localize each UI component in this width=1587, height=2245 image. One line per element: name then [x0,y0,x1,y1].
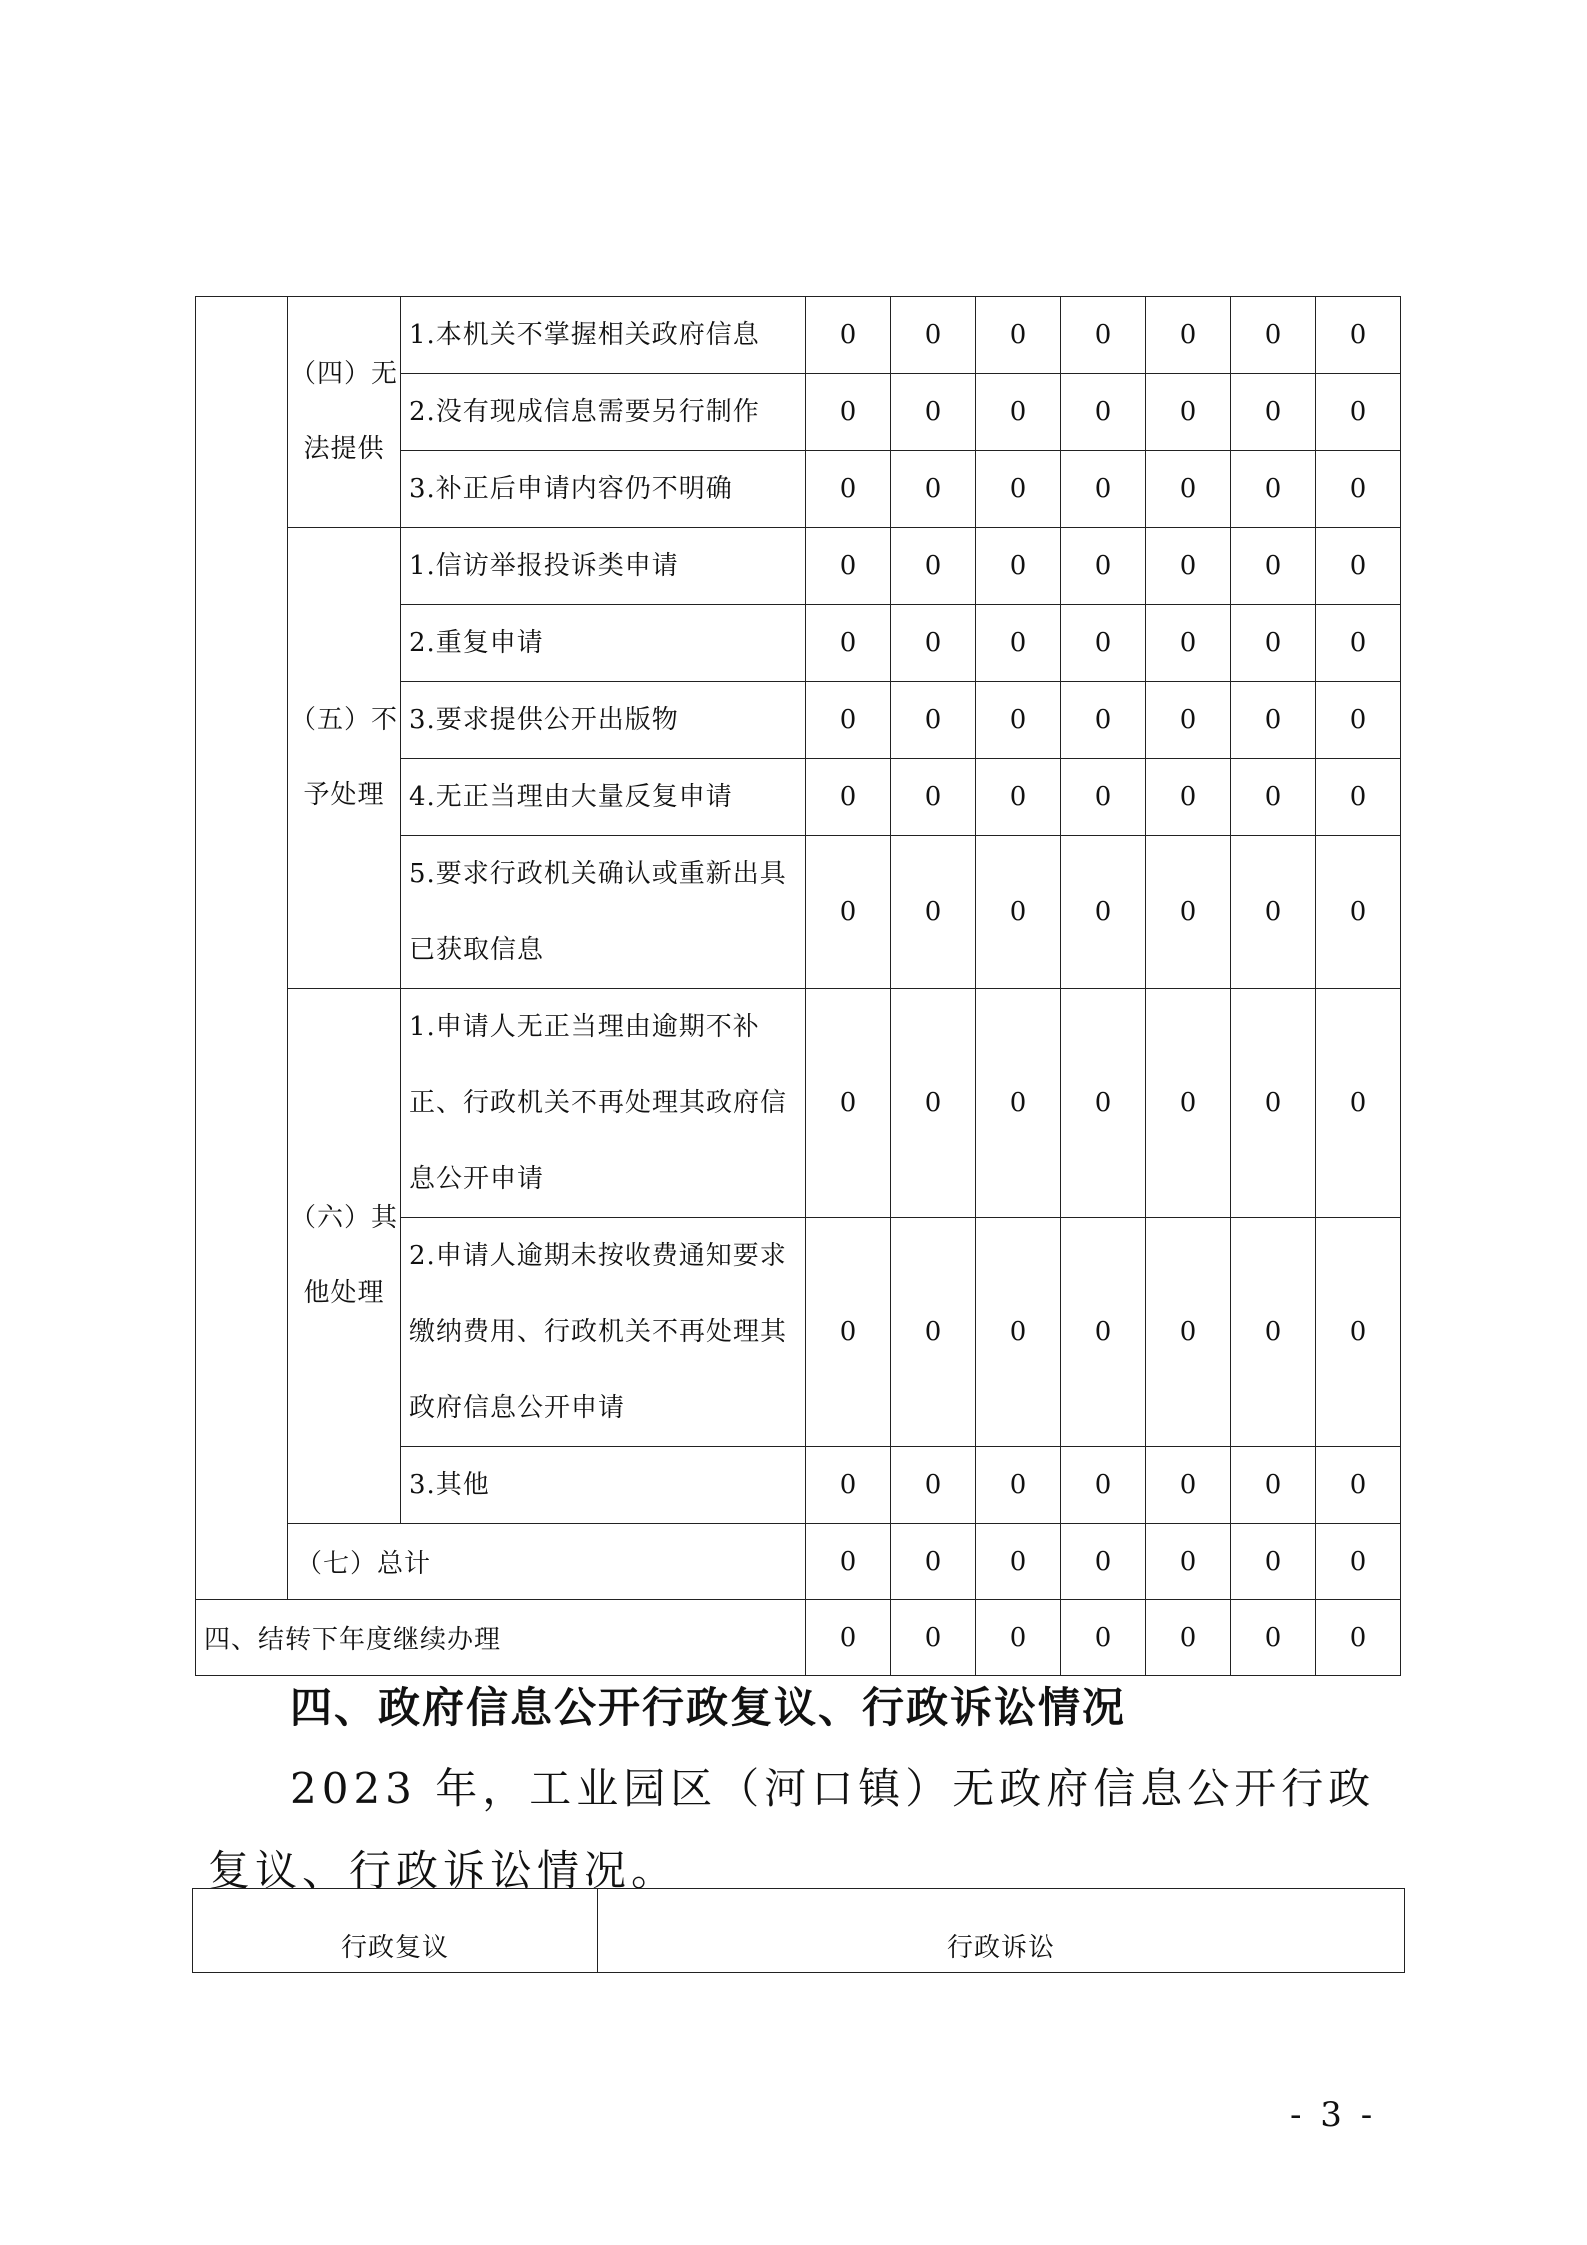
item-label: 1.本机关不掌握相关政府信息 [401,297,806,374]
value-cell: 0 [1061,1447,1146,1524]
value-cell: 0 [806,682,891,759]
value-cell: 0 [1061,989,1146,1218]
value-cell: 0 [806,1447,891,1524]
category-label: （四）无法提供 [288,297,401,528]
category-label: （五）不予处理 [288,528,401,989]
item-label: 2.重复申请 [401,605,806,682]
value-cell: 0 [1231,1524,1316,1600]
value-cell: 0 [891,374,976,451]
total-row [196,1524,1401,1600]
value-cell: 0 [891,528,976,605]
value-cell: 0 [1061,1218,1146,1447]
value-cell: 0 [1061,836,1146,989]
value-cell: 0 [806,297,891,374]
value-cell: 0 [1061,1600,1146,1676]
item-label: 5.要求行政机关确认或重新出具已获取信息 [401,836,806,989]
value-cell: 0 [1146,989,1231,1218]
value-cell: 0 [1316,374,1401,451]
value-cell: 0 [1316,759,1401,836]
value-cell: 0 [1231,759,1316,836]
table-row [196,989,1401,1218]
value-cell: 0 [1316,528,1401,605]
value-cell: 0 [1316,1218,1401,1447]
value-cell: 0 [1146,836,1231,989]
item-label: 3.其他 [401,1447,806,1524]
value-cell: 0 [1231,297,1316,374]
value-cell: 0 [1316,989,1401,1218]
value-cell: 0 [1146,374,1231,451]
value-cell: 0 [891,682,976,759]
value-cell: 0 [891,836,976,989]
value-cell: 0 [1061,1524,1146,1600]
item-label: 4.无正当理由大量反复申请 [401,759,806,836]
value-cell: 0 [976,759,1061,836]
section-heading: 四、政府信息公开行政复议、行政诉讼情况 [290,1683,1127,1732]
value-cell: 0 [1061,682,1146,759]
value-cell: 0 [891,297,976,374]
value-cell: 0 [806,451,891,528]
value-cell: 0 [1146,451,1231,528]
item-label: 2.没有现成信息需要另行制作 [401,374,806,451]
item-label: 2.申请人逾期未按收费通知要求缴纳费用、行政机关不再处理其政府信息公开申请 [401,1218,806,1447]
review-header-administrative-review: 行政复议 [193,1889,598,1973]
category-label: （六）其他处理 [288,989,401,1524]
value-cell: 0 [806,836,891,989]
value-cell: 0 [1316,836,1401,989]
value-cell: 0 [891,605,976,682]
value-cell: 0 [891,1218,976,1447]
value-cell: 0 [976,682,1061,759]
value-cell: 0 [891,1447,976,1524]
value-cell: 0 [1061,374,1146,451]
value-cell: 0 [891,759,976,836]
value-cell: 0 [1231,374,1316,451]
value-cell: 0 [976,1600,1061,1676]
value-cell: 0 [1146,1218,1231,1447]
value-cell: 0 [1316,451,1401,528]
value-cell: 0 [1316,297,1401,374]
value-cell: 0 [1146,1600,1231,1676]
total-label: （七）总计 [288,1524,806,1600]
value-cell: 0 [976,1447,1061,1524]
value-cell: 0 [806,1218,891,1447]
value-cell: 0 [1146,759,1231,836]
value-cell: 0 [1146,297,1231,374]
value-cell: 0 [1146,605,1231,682]
value-cell: 0 [806,528,891,605]
value-cell: 0 [976,989,1061,1218]
value-cell: 0 [1231,989,1316,1218]
item-label: 3.补正后申请内容仍不明确 [401,451,806,528]
value-cell: 0 [1061,759,1146,836]
value-cell: 0 [891,1600,976,1676]
value-cell: 0 [976,1218,1061,1447]
value-cell: 0 [1231,451,1316,528]
value-cell: 0 [891,451,976,528]
item-label: 3.要求提供公开出版物 [401,682,806,759]
value-cell: 0 [806,1524,891,1600]
value-cell: 0 [1231,605,1316,682]
value-cell: 0 [806,759,891,836]
table-row [196,297,1401,374]
value-cell: 0 [891,989,976,1218]
value-cell: 0 [1061,528,1146,605]
value-cell: 0 [1316,1524,1401,1600]
value-cell: 0 [1316,605,1401,682]
value-cell: 0 [1061,297,1146,374]
value-cell: 0 [1231,836,1316,989]
value-cell: 0 [1231,1447,1316,1524]
value-cell: 0 [1146,682,1231,759]
value-cell: 0 [1231,1218,1316,1447]
value-cell: 0 [976,836,1061,989]
section-body: 2023 年，工业园区（河口镇）无政府信息公开行政复议、行政诉讼情况。 [208,1764,1376,1895]
item-label: 1.信访举报投诉类申请 [401,528,806,605]
review-header-administrative-litigation: 行政诉讼 [598,1889,1405,1973]
value-cell: 0 [806,374,891,451]
value-cell: 0 [976,374,1061,451]
value-cell: 0 [806,1600,891,1676]
value-cell: 0 [891,1524,976,1600]
carryover-label: 四、结转下年度继续办理 [196,1600,806,1676]
value-cell: 0 [1316,1600,1401,1676]
value-cell: 0 [1061,605,1146,682]
value-cell: 0 [976,451,1061,528]
review-table-header-row [193,1889,1405,1973]
value-cell: 0 [1146,1447,1231,1524]
value-cell: 0 [976,605,1061,682]
table-row [196,528,1401,605]
value-cell: 0 [976,297,1061,374]
section-lead-blank-cell [196,297,288,1600]
value-cell: 0 [1231,682,1316,759]
value-cell: 0 [1146,1524,1231,1600]
value-cell: 0 [976,1524,1061,1600]
value-cell: 0 [806,605,891,682]
value-cell: 0 [1061,451,1146,528]
item-label: 1.申请人无正当理由逾期不补正、行政机关不再处理其政府信息公开申请 [401,989,806,1218]
value-cell: 0 [1146,528,1231,605]
value-cell: 0 [1231,528,1316,605]
page-number: - 3 - [1290,2095,1377,2135]
disposal-results-table [195,296,1401,1676]
value-cell: 0 [976,528,1061,605]
value-cell: 0 [1231,1600,1316,1676]
review-litigation-table [192,1888,1405,1973]
value-cell: 0 [1316,682,1401,759]
value-cell: 0 [1316,1447,1401,1524]
carryover-row [196,1600,1401,1676]
value-cell: 0 [806,989,891,1218]
